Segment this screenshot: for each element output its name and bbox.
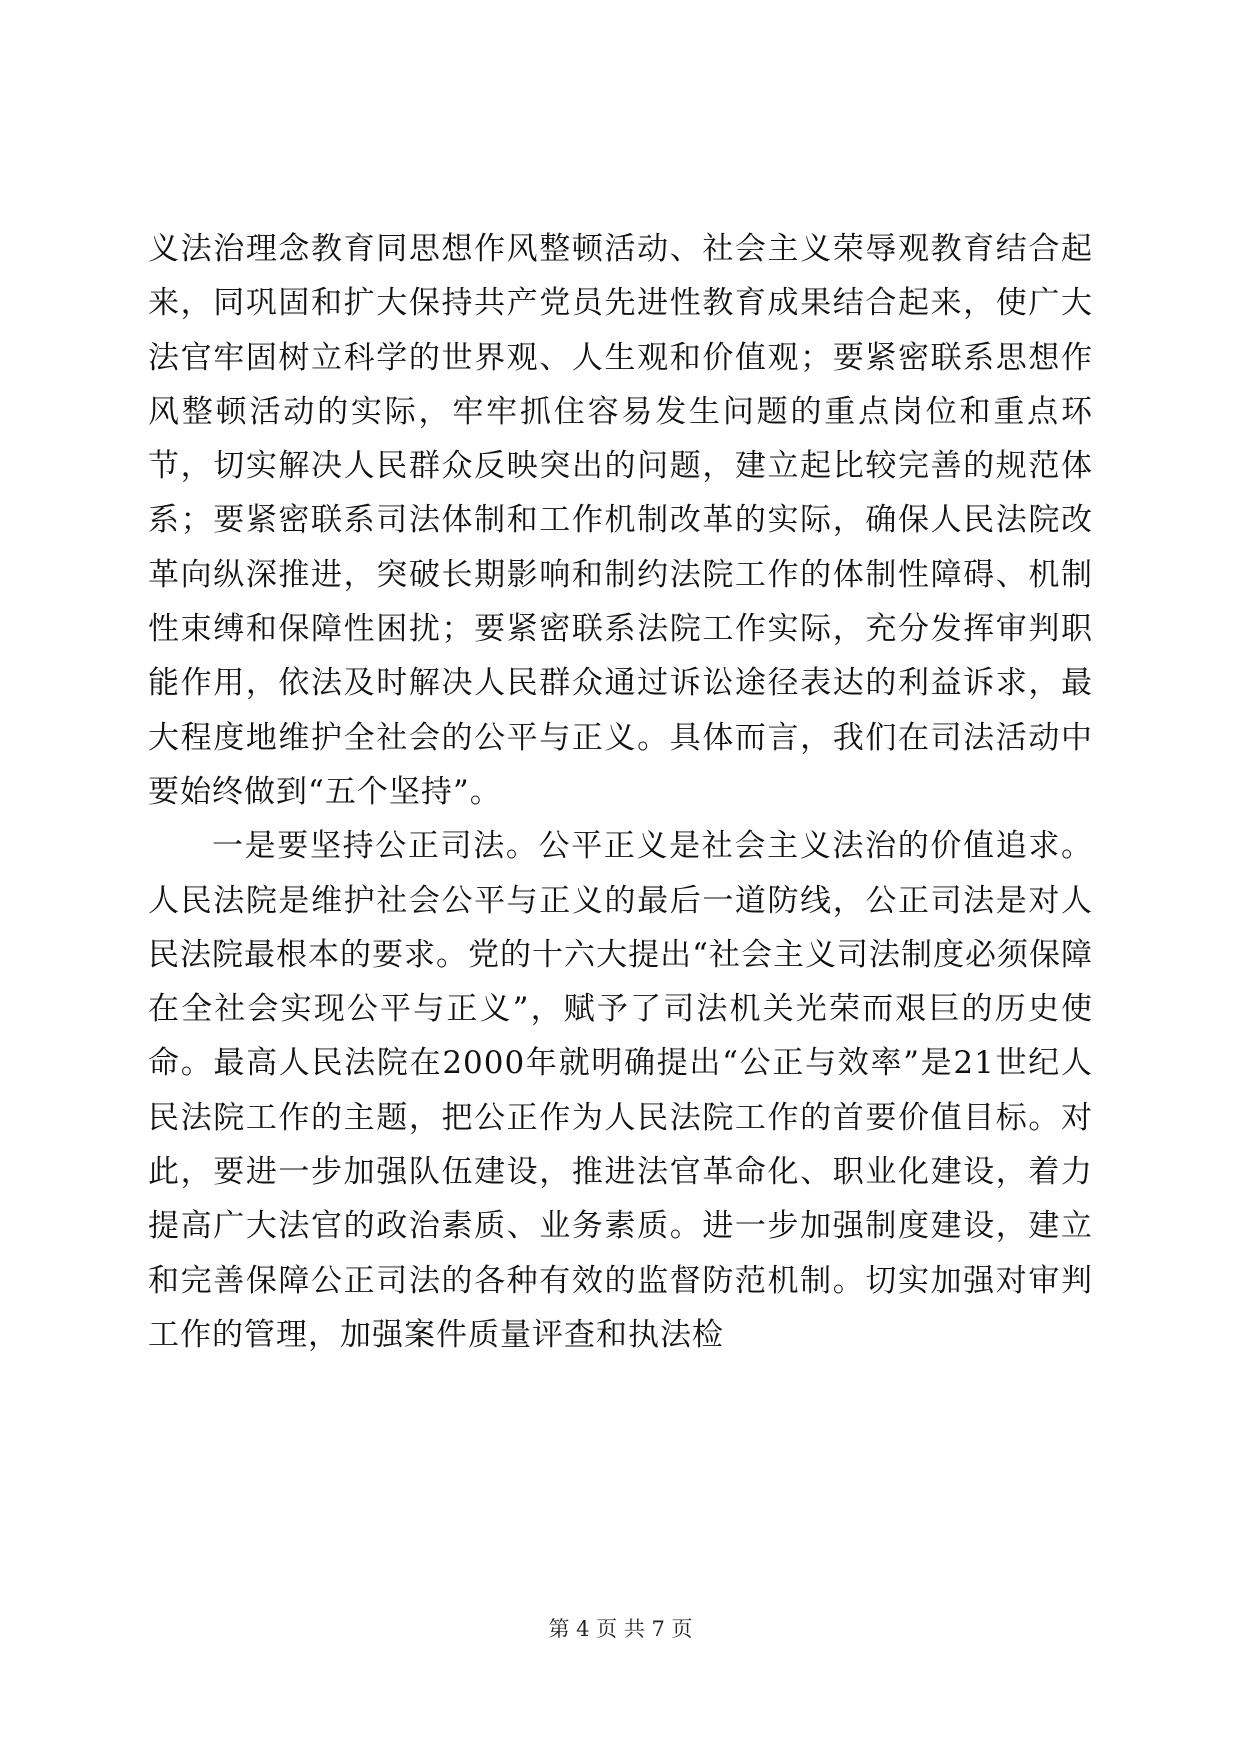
paragraph-continuation: 义法治理念教育同思想作风整顿活动、社会主义荣辱观教育结合起来，同巩固和扩大保持共产党员先进性教育成果结合起来，使广大法官牢固树立科学的世界观、人生观和价值观；要紧密联系思想作风整顿活动的实际，牢牢抓住容易发生问题的重点岗位和重点环节，切实解决人民群众反映突出的问题，建立起比较完善的规范体系；要紧密联系司法体制和工作机制改革的实际，确保人民法院改革向纵深推进，突破长期影响和制约法院工作的体制性障碍、机制性束缚和保障性困扰；要紧密联系法院工作实际，充分发挥审判职能作用，依法及时解决人民群众通过诉讼途径表达的利益诉求，最大程度地维护全社会的公平与正义。具体而言，我们在司法活动中要始终做到“五个坚持”。 (148, 231, 1093, 810)
page-number-footer: 第 4 页 共 7 页 (548, 1617, 693, 1641)
paragraph-fair-justice: 一是要坚持公正司法。公平正义是社会主义法治的价值追求。人民法院是维护社会公平与正义的最后一道防线，公正司法是对人民法院最根本的要求。党的十六大提出“社会主义司法制度必须保障在全社会实现公平与正义”，赋予了司法机关光荣而艰巨的历史使命。最高人民法院在2000年就明确提出“公正与效率”是21世纪人民法院工作的主题，把公正作为人民法院工作的首要价值目标。对此，要进一步加强队伍建设，推进法官革命化、职业化建设，着力提高广大法官的政治素质、业务素质。进一步加强制度建设，建立和完善保障公正司法的各种有效的监督防范机制。切实加强对审判工作的管理，加强案件质量评查和执法检 (148, 828, 1093, 1353)
body-text (148, 222, 1093, 1362)
